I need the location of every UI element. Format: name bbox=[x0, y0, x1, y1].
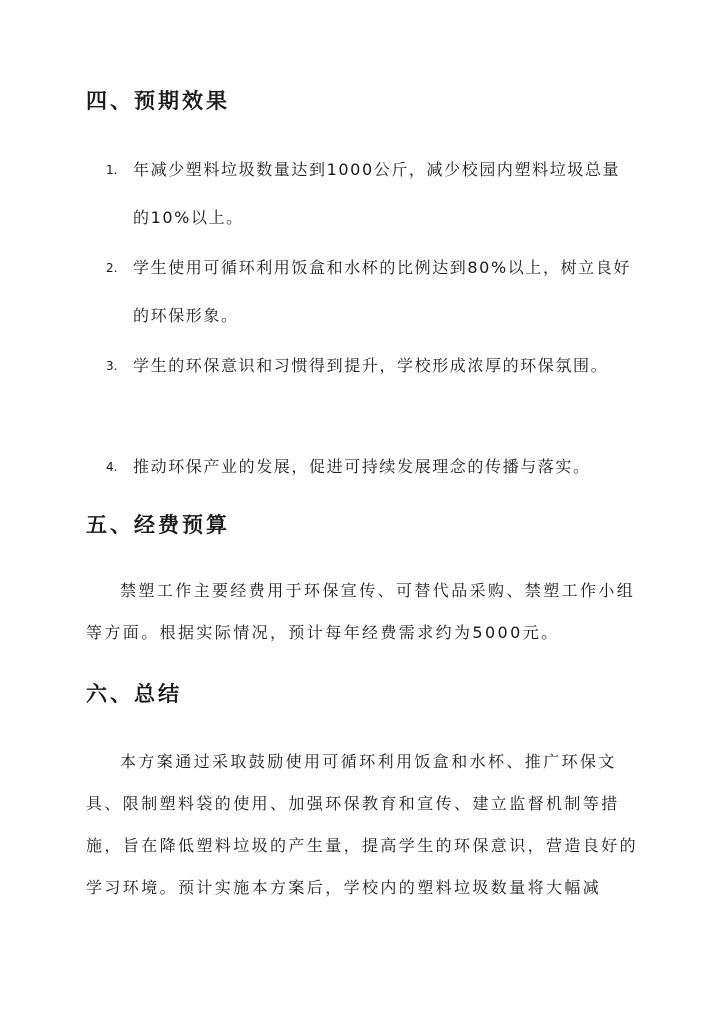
section-heading-expected-effects: 四、预期效果 bbox=[86, 89, 230, 113]
list-item-3 bbox=[106, 351, 636, 390]
budget-paragraph: 禁塑工作主要经费用于环保宣传、可替代品采购、禁塑工作小组等方面。根据实际情况，预计每年经费需求约为5000元。 bbox=[86, 581, 636, 642]
list-text: 年减少塑料垃圾数量达到1000公斤，减少校园内塑料垃圾总量的10%以上。 bbox=[133, 160, 621, 227]
section-heading-budget: 五、经费预算 bbox=[86, 513, 230, 537]
list-item-2 bbox=[106, 253, 636, 340]
list-text: 学生使用可循环利用饭盒和水杯的比例达到80%以上，树立良好的环保形象。 bbox=[133, 258, 631, 325]
list-text: 推动环保产业的发展，促进可持续发展理念的传播与落实。 bbox=[133, 457, 591, 476]
section-heading-summary: 六、总结 bbox=[86, 682, 182, 706]
list-number: 1. bbox=[106, 163, 118, 177]
list-number: 4. bbox=[106, 460, 118, 474]
summary-paragraph: 本方案通过采取鼓励使用可循环利用饭盒和水杯、推广环保文具、限制塑料袋的使用、加强环保教育和宣传、建立监督机制等措施，旨在降低塑料垃圾的产生量，提高学生的环保意识，营造良好的学习环境。预计实施本方案后，学校内的塑料垃圾数量将大幅减 bbox=[86, 752, 639, 897]
list-text: 学生的环保意识和习惯得到提升，学校形成浓厚的环保氛围。 bbox=[133, 356, 609, 375]
list-number: 2. bbox=[106, 261, 118, 275]
list-number: 3. bbox=[106, 359, 118, 373]
list-item-4 bbox=[106, 452, 636, 491]
list-item-1 bbox=[106, 155, 636, 242]
